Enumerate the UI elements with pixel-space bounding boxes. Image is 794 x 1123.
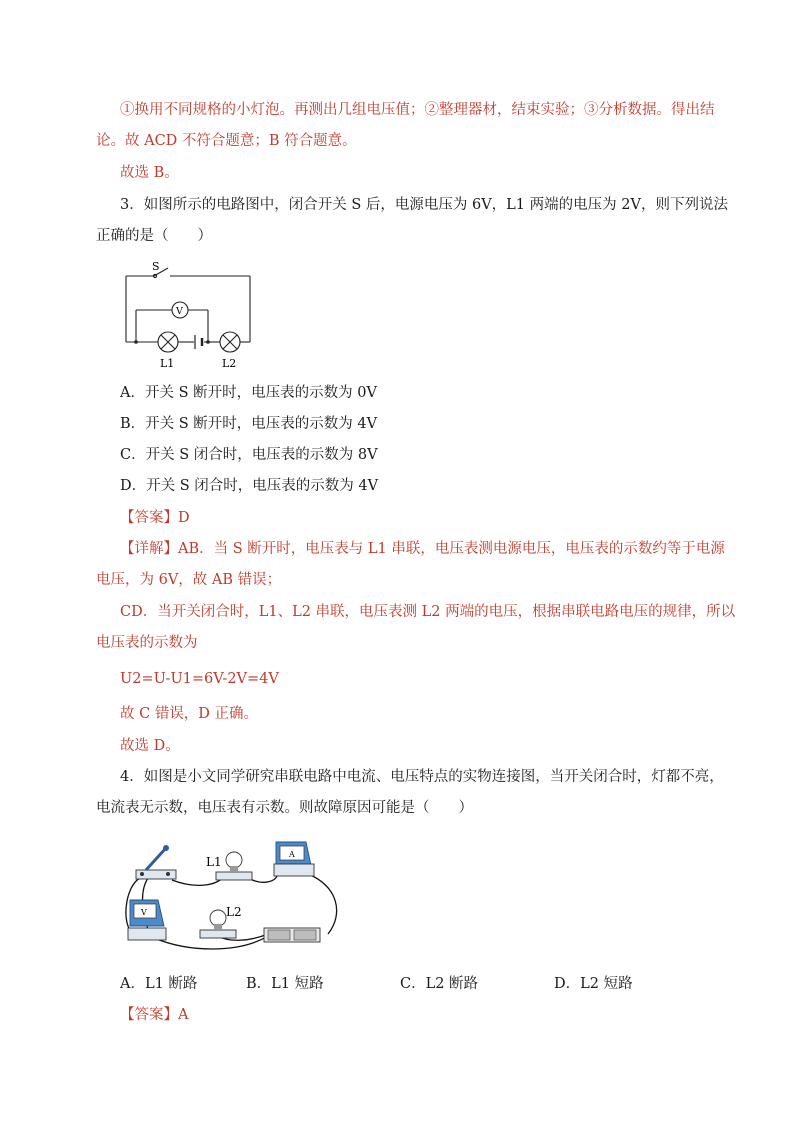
explanation-line-2: 论。故 ACD 不符合题意；B 符合题意。 bbox=[96, 133, 357, 149]
choose-b-text: 故选 B。 bbox=[120, 165, 179, 181]
answer-value: A bbox=[178, 1007, 189, 1023]
lamp2-label: L2 bbox=[226, 905, 242, 919]
ammeter bbox=[274, 842, 314, 876]
q4-stem-line-2: 电流表无示数，电压表有示数。则故障原因可能是（ ） bbox=[96, 800, 473, 816]
q3-detail-line-4: 电压表的示数为 bbox=[96, 635, 198, 651]
ammeter-label: A bbox=[289, 850, 295, 859]
q3-circuit-diagram bbox=[118, 258, 258, 372]
choose-d-text: 故选 D。 bbox=[120, 738, 180, 754]
answer-tag: 【答案】 bbox=[120, 1007, 178, 1023]
q3-option-c: C．开关 S 闭合时，电压表的示数为 8V bbox=[120, 447, 378, 463]
q3-option-b: B．开关 S 断开时，电压表的示数为 4V bbox=[120, 416, 378, 432]
voltmeter bbox=[128, 900, 166, 940]
answer-value: D bbox=[178, 510, 190, 526]
q4-stem-line-1: 4．如图是小文同学研究串联电路中电流、电压特点的实物连接图，当开关闭合时，灯都不亮， bbox=[120, 769, 724, 785]
q3-formula: U2=U-U1=6V-2V=4V bbox=[120, 671, 279, 687]
q4-option-c: C．L2 断路 bbox=[400, 976, 479, 992]
q4-answer bbox=[120, 1005, 188, 1025]
lamp1-label: L1 bbox=[160, 357, 175, 370]
q4-option-b: B．L1 短路 bbox=[246, 976, 324, 992]
voltmeter-label: V bbox=[176, 306, 183, 317]
junction-dot bbox=[206, 340, 210, 344]
q4-option-a: A．L1 断路 bbox=[120, 976, 198, 992]
q3-option-d: D．开关 S 闭合时，电压表的示数为 4V bbox=[120, 478, 379, 494]
detail-tag: 【详解】 bbox=[120, 541, 178, 557]
detail-text: AB．当 S 断开时，电压表与 L1 串联，电压表测电源电压，电压表的示数约等于电源 bbox=[178, 541, 725, 557]
lamp2-label: L2 bbox=[222, 357, 237, 370]
knife-switch bbox=[136, 845, 176, 879]
junction-dot bbox=[134, 340, 138, 344]
q3-detail-line-1 bbox=[120, 539, 725, 559]
q3-stem-line-1: 3．如图所示的电路图中，闭合开关 S 后，电源电压为 6V，L1 两端的电压为 2V，则下列说法 bbox=[120, 197, 728, 213]
q3-answer bbox=[120, 508, 190, 528]
lamp1-label: L1 bbox=[206, 855, 222, 869]
q3-detail-line-2: 电压，为 6V，故 AB 错误； bbox=[96, 572, 282, 588]
q3-detail-line-3: CD．当开关闭合时，L1、L2 串联，电压表测 L2 两端的电压，根据串联电路电压的规律，所以 bbox=[120, 604, 736, 620]
q3-stem-line-2: 正确的是（ ） bbox=[96, 228, 212, 244]
q4-option-d: D．L2 短路 bbox=[554, 976, 633, 992]
q3-option-a: A．开关 S 断开时，电压表的示数为 0V bbox=[120, 385, 377, 401]
explanation-line-1: ①换用不同规格的小灯泡。再测出几组电压值；②整理器材，结束实验；③分析数据。得出结 bbox=[120, 102, 715, 118]
answer-tag: 【答案】 bbox=[120, 510, 178, 526]
voltmeter-label: V bbox=[141, 908, 147, 917]
switch-label: S bbox=[152, 260, 160, 273]
battery-pack bbox=[264, 928, 320, 942]
q3-conclusion: 故 C 错误，D 正确。 bbox=[120, 706, 259, 722]
q4-circuit-diagram bbox=[118, 834, 342, 952]
